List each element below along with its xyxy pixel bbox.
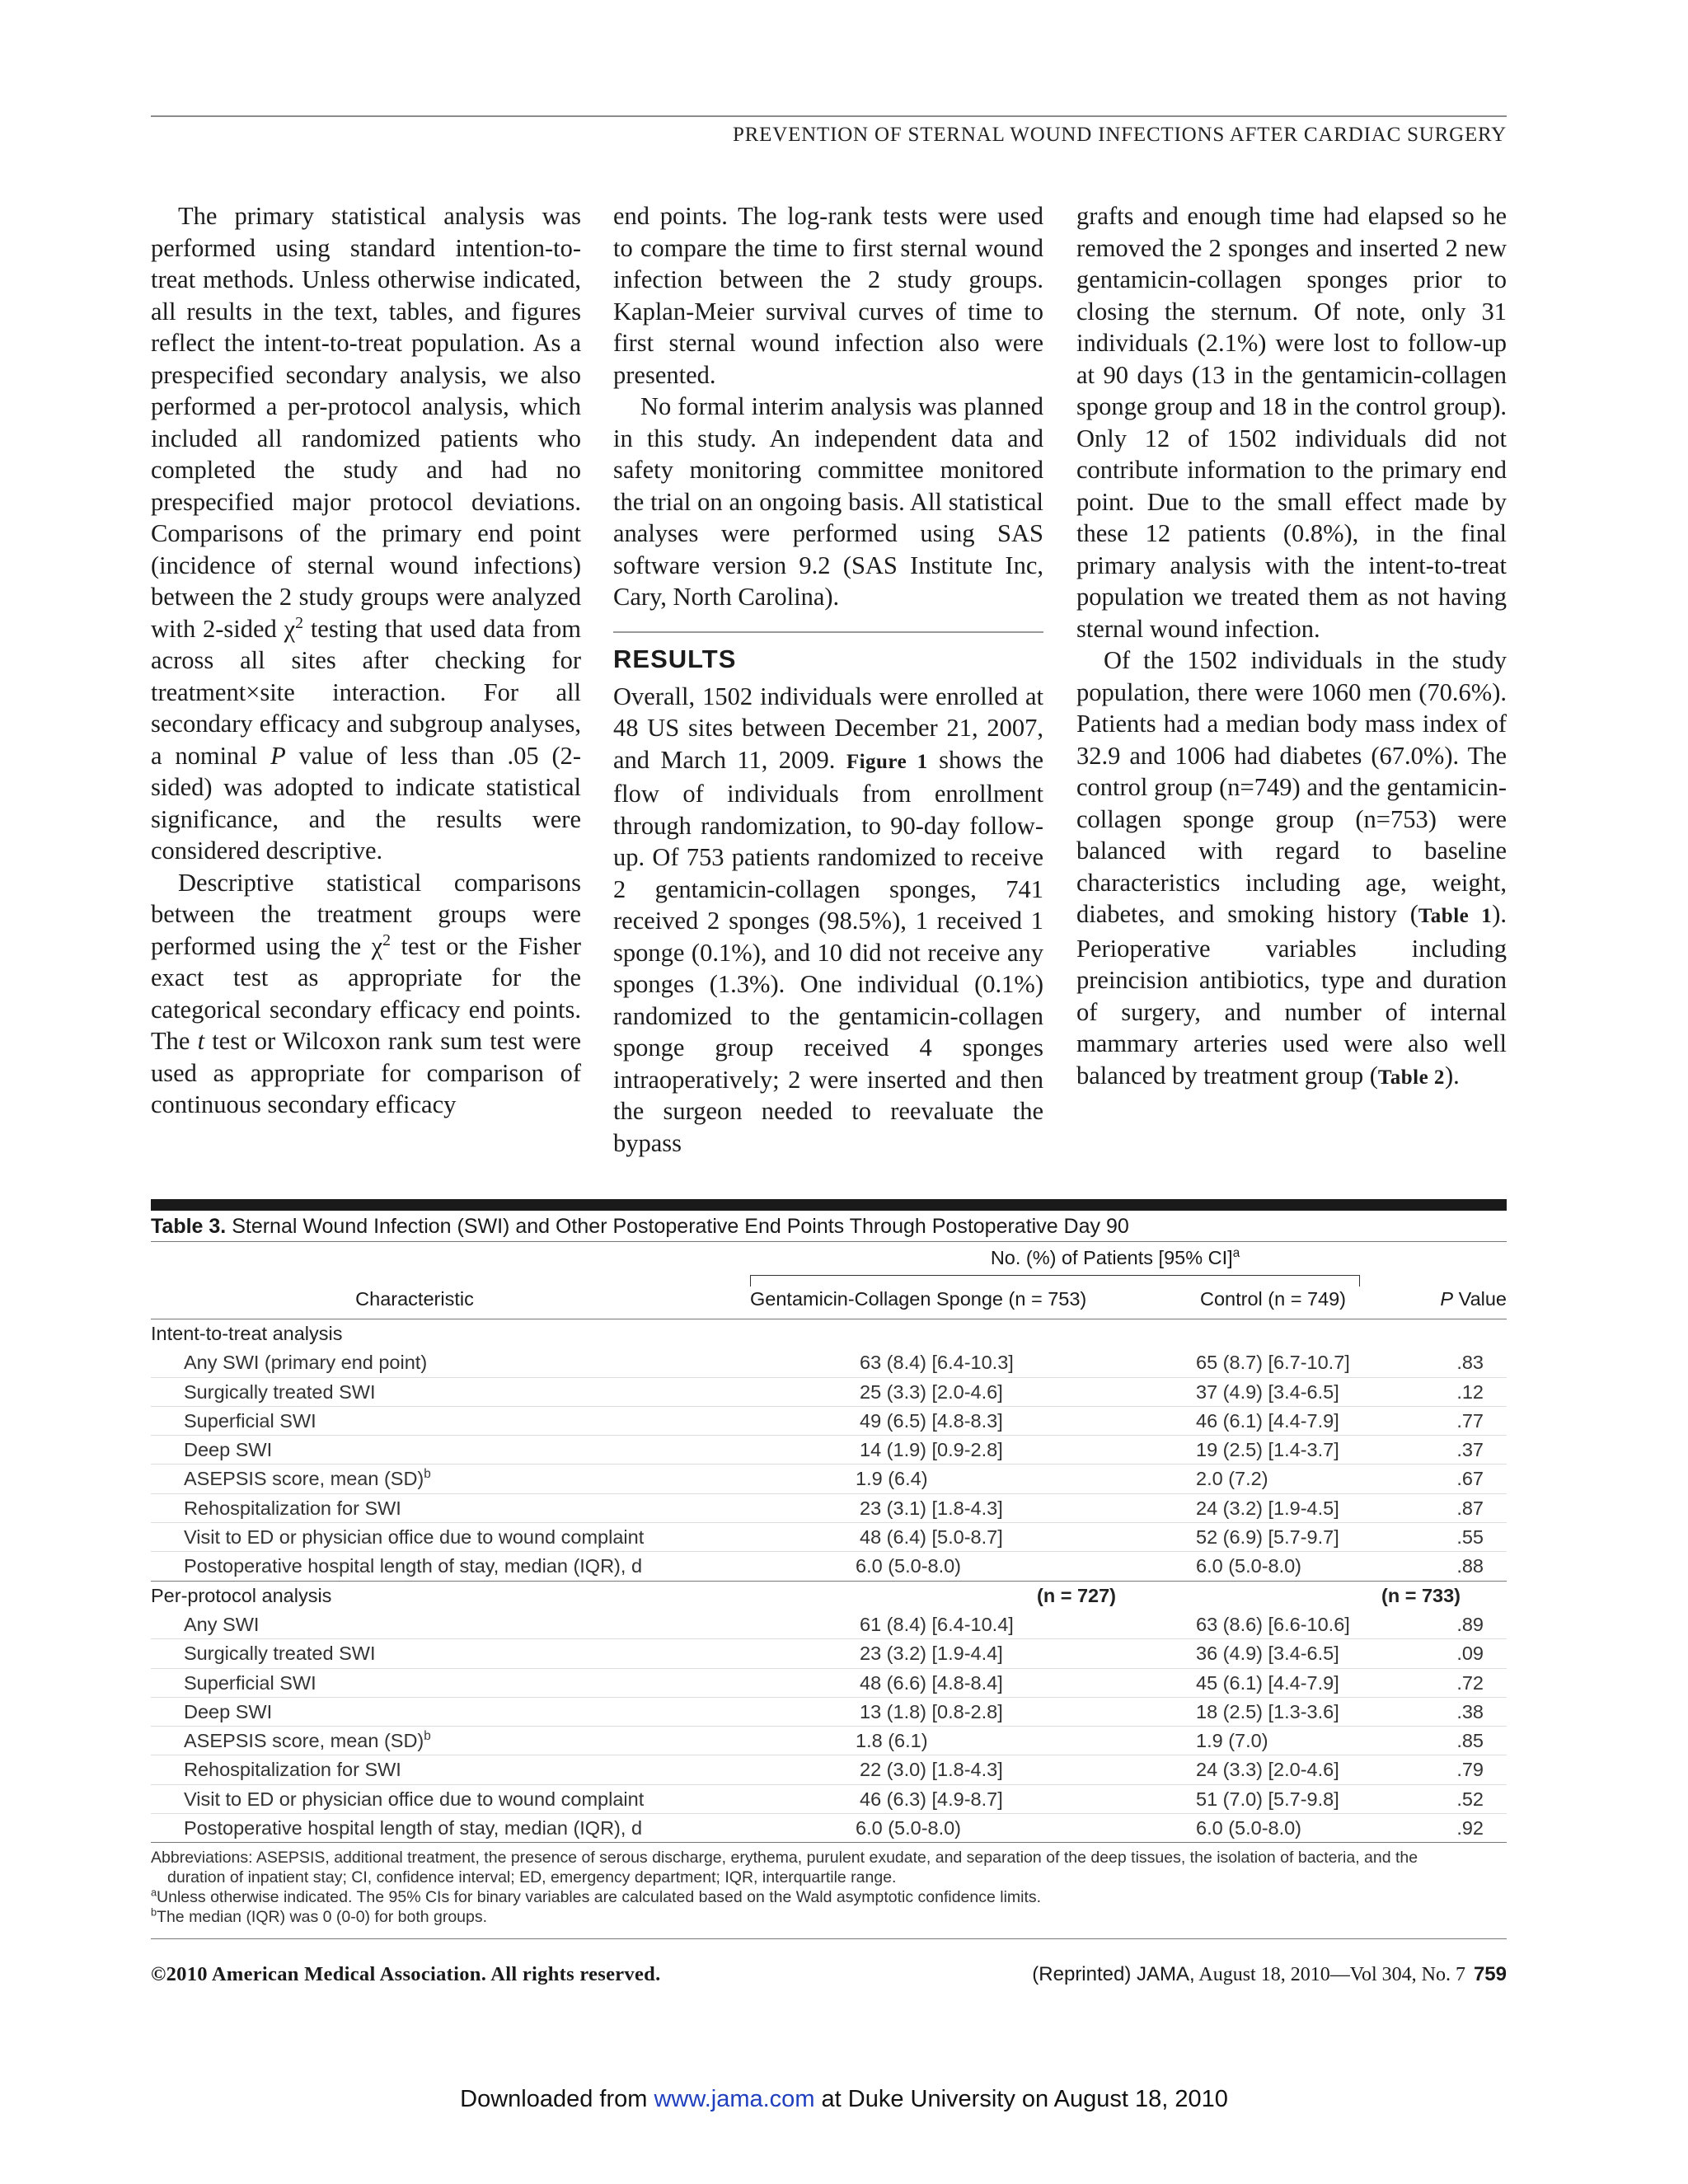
cell-gentamicin: 49 (6.5) [4.8-8.3]: [860, 1409, 1003, 1432]
cell-p-value: .09: [1456, 1643, 1484, 1665]
paragraph: grafts and enough time had elapsed so he removed the 2 sponges and inserted 2 new gentamicin-collagen sponges prior to closing the sternum. Of note, only 31 individuals (2.1%) were lost to follow-up at 90 days (13 in the gentamicin-collagen sponge group and 18 in the control group). Only 12 of 1502 individuals did not contribute information to the primary end point. Due to the small effect made by these 12 patients (0.8%), in the final primary analysis with the intent-to-treat population we treated them as not having sternal wound infection.: [1076, 202, 1507, 643]
download-notice: Downloaded from www.jama.com at Duke University on August 18, 2010: [460, 2086, 1228, 2112]
table-row: [151, 1755, 1507, 1784]
text-column-3: [1076, 200, 1507, 1094]
paragraph: Of the 1502 individuals in the study population, there were 1060 men (70.6%). Patients had a median body mass index of 32.9 and 1006 had diabetes (67.0%). The control group (n=749) and the gentamicin-collagen sponge group (n=753) were balanced with regard to baseline characteristics including age, weight, diabetes, and smoking history (Table 1). Perioperative variables including preincision antibiotics, type and duration of surgery, and number of internal mammary arteries used were also well balanced by treatment group (Table 2).: [1076, 646, 1507, 1090]
cell-p-value: .79: [1456, 1759, 1484, 1781]
section-row-pp: Per-protocol analysis (n = 727) (n = 733): [151, 1584, 1461, 1606]
cell-p-value: .77: [1456, 1409, 1484, 1432]
cell-gentamicin: 1.8 (6.1): [856, 1730, 928, 1752]
cell-p-value: .12: [1456, 1380, 1484, 1403]
table-row: [151, 1610, 1507, 1639]
column-header-control: Control (n = 749): [1200, 1288, 1346, 1310]
cell-control: 45 (6.1) [4.4-7.9]: [1196, 1671, 1339, 1694]
row-label: Rehospitalization for SWI: [184, 1497, 401, 1519]
cell-control: 52 (6.9) [5.7-9.7]: [1196, 1526, 1339, 1549]
cell-control: 6.0 (5.0-8.0): [1196, 1555, 1302, 1577]
table-top-bar: [151, 1199, 1507, 1211]
jama-link[interactable]: www.jama.com: [654, 2086, 815, 2112]
text-column-2: [613, 200, 1043, 1159]
cell-control: 63 (8.6) [6.6-10.6]: [1196, 1613, 1350, 1635]
table-row: [151, 1348, 1507, 1377]
row-label: Superficial SWI: [184, 1671, 316, 1694]
cell-control: 18 (2.5) [1.3-3.6]: [1196, 1700, 1339, 1722]
cell-control: 51 (7.0) [5.7-9.8]: [1196, 1788, 1339, 1810]
span-bracket: [750, 1275, 1360, 1286]
cell-control: 2.0 (7.2): [1196, 1468, 1268, 1490]
paragraph: end points. The log-rank tests were used to compare the time to first sternal wound infection between the 2 study groups. Kaplan-Meier survival curves of time to first sternal wound infection also were presented.: [613, 202, 1043, 389]
cell-p-value: .72: [1456, 1671, 1484, 1694]
section-heading-results: RESULTS: [613, 644, 737, 673]
table-row: [151, 1785, 1507, 1814]
span-header: No. (%) of Patients [95% CI]$^a$: [990, 1246, 1240, 1268]
paragraph: Descriptive statistical comparisons between the treatment groups were performed using the $\chi^2$ test or the Fisher exact test as appropriate for the categorical secondary efficacy end points. The t test or Wilcoxon rank sum test were used as appropriate for comparison of continuous secondary efficacy: [151, 868, 581, 1118]
table-3: [151, 1199, 1507, 1939]
row-label: Deep SWI: [184, 1700, 273, 1722]
table-row: [151, 1698, 1507, 1727]
running-head: PREVENTION OF STERNAL WOUND INFECTIONS AFTER CARDIAC SURGERY: [732, 124, 1507, 146]
citation: (Reprinted) JAMA, August 18, 2010—Vol 304, No. 7 759: [1032, 1963, 1507, 1985]
page-number: 759: [1473, 1963, 1507, 1985]
row-label: Any SWI: [184, 1613, 260, 1635]
row-label: Visit to ED or physician office due to wound complaint: [184, 1526, 645, 1549]
cell-p-value: .38: [1456, 1700, 1484, 1722]
cell-gentamicin: 14 (1.9) [0.9-2.8]: [860, 1439, 1003, 1461]
column-header-gentamicin: Gentamicin-Collagen Sponge (n = 753): [750, 1288, 1087, 1310]
cell-control: 65 (8.7) [6.7-10.7]: [1196, 1352, 1350, 1374]
cell-gentamicin: 13 (1.8) [0.8-2.8]: [860, 1700, 1003, 1722]
top-rule: [151, 115, 1507, 117]
cell-gentamicin: 23 (3.2) [1.9-4.4]: [860, 1643, 1003, 1665]
cell-gentamicin: 23 (3.1) [1.8-4.3]: [860, 1497, 1003, 1519]
paragraph: Overall, 1502 individuals were enrolled at 48 US sites between December 21, 2007, and March 11, 2009. Figure 1 shows the flow of individuals from enrollment through randomization, to 90-day follow-up. Of 753 patients randomized to receive 2 gentamicin-collagen sponges, 741 received 2 sponges (98.5%), 1 received 1 sponge (0.1%), and 10 did not receive any sponges (1.3%). One individual (0.1%) randomized to the gentamicin-collagen sponge group received 4 sponges intraoperatively; 2 were inserted and then the surgeon needed to reevaluate the bypass: [613, 682, 1043, 1157]
cell-gentamicin: 25 (3.3) [2.0-4.6]: [860, 1380, 1003, 1403]
table-footnotes: Abbreviations: ASEPSIS, additional treatment, the presence of serous discharge, erythema, purulent exudate, and separation of the deep tissues, the isolation of bacteria, and the duration of inpatient stay; CI, confidence interval; ED, emergency department; IQR, interquartile range. $^a$Unless otherwise indicated. The 95% CIs for binary variables are calculated based on the Wald asymptotic confidence limits. $^b$The median (IQR) was 0 (0-0) for both groups.: [151, 1843, 1507, 1939]
figure-reference[interactable]: Figure 1: [846, 750, 928, 773]
section-divider: [613, 631, 1043, 633]
row-label: Rehospitalization for SWI: [184, 1759, 401, 1781]
table-row: [151, 1465, 1507, 1493]
row-label: Postoperative hospital length of stay, median (IQR), d: [184, 1555, 643, 1577]
table-row: [151, 1814, 1507, 1843]
table-row: [151, 1552, 1507, 1581]
cell-p-value: .87: [1456, 1497, 1484, 1519]
table-row: [151, 1669, 1507, 1698]
row-label: Any SWI (primary end point): [184, 1352, 428, 1374]
table-row: [151, 1639, 1507, 1668]
column-header-p-value: P Value: [1440, 1288, 1507, 1310]
cell-control: 19 (2.5) [1.4-3.7]: [1196, 1439, 1339, 1461]
paragraph: No formal interim analysis was planned in this study. An independent data and safety monitoring committee monitored the trial on an ongoing basis. All statistical analyses were performed using SAS software version 9.2 (SAS Institute Inc, Cary, North Carolina).: [613, 392, 1043, 611]
cell-gentamicin: 46 (6.3) [4.9-8.7]: [860, 1788, 1003, 1810]
cell-p-value: .83: [1456, 1352, 1484, 1374]
cell-control: 6.0 (5.0-8.0): [1196, 1817, 1302, 1840]
cell-gentamicin: 48 (6.6) [4.8-8.4]: [860, 1671, 1003, 1694]
copyright: ©2010 American Medical Association. All rights reserved.: [151, 1963, 661, 1985]
row-label: Surgically treated SWI: [184, 1643, 376, 1665]
table-row: [151, 1436, 1507, 1465]
column-header-characteristic: Characteristic: [355, 1288, 474, 1310]
cell-gentamicin: 61 (8.4) [6.4-10.4]: [860, 1613, 1014, 1635]
row-label: ASEPSIS score, mean (SD)$^b$: [184, 1467, 431, 1490]
cell-control: 24 (3.3) [2.0-4.6]: [1196, 1759, 1339, 1781]
cell-p-value: .89: [1456, 1613, 1484, 1635]
row-label: Superficial SWI: [184, 1409, 316, 1432]
cell-gentamicin: 1.9 (6.4): [856, 1468, 928, 1490]
table-reference[interactable]: Table 1: [1418, 905, 1493, 927]
text-column-1: [151, 200, 581, 1121]
cell-p-value: .88: [1456, 1555, 1484, 1577]
cell-control: 1.9 (7.0): [1196, 1730, 1268, 1752]
cell-p-value: .67: [1456, 1468, 1484, 1490]
table-row: [151, 1407, 1507, 1436]
table-header: [151, 1242, 1507, 1319]
table-row: [151, 1727, 1507, 1755]
cell-p-value: .92: [1456, 1817, 1484, 1840]
cell-control: 24 (3.2) [1.9-4.5]: [1196, 1497, 1339, 1519]
cell-p-value: .52: [1456, 1788, 1484, 1810]
table-row: [151, 1523, 1507, 1552]
cell-control: 37 (4.9) [3.4-6.5]: [1196, 1380, 1339, 1403]
cell-gentamicin: 6.0 (5.0-8.0): [856, 1817, 962, 1840]
cell-p-value: .85: [1456, 1730, 1484, 1752]
row-label: Deep SWI: [184, 1439, 273, 1461]
table-reference[interactable]: Table 2: [1377, 1066, 1445, 1089]
table-row: [151, 1494, 1507, 1523]
cell-gentamicin: 48 (6.4) [5.0-8.7]: [860, 1526, 1003, 1549]
cell-gentamicin: 63 (8.4) [6.4-10.3]: [860, 1352, 1014, 1374]
row-label: Visit to ED or physician office due to wound complaint: [184, 1788, 645, 1810]
row-label: ASEPSIS score, mean (SD)$^b$: [184, 1729, 431, 1752]
cell-control: 46 (6.1) [4.4-7.9]: [1196, 1409, 1339, 1432]
cell-gentamicin: 6.0 (5.0-8.0): [856, 1555, 962, 1577]
section-row-itt: Intent-to-treat analysis: [151, 1323, 343, 1344]
paragraph: The primary statistical analysis was performed using standard intention-to-treat methods. Unless otherwise indicated, all results in the text, tables, and figures reflect the intent-to-treat population. As a prespecified secondary analysis, we also performed a per-protocol analysis, which included all randomized patients who completed the study and had no prespecified major protocol deviations. Comparisons of the primary end point (incidence of sternal wound infections) between the 2 study groups were analyzed with 2-sided $\chi^2$ testing that used data from across all sites after checking for treatment×site interaction. For all secondary efficacy and subgroup analyses, a nominal P value of less than .05 (2-sided) was adopted to indicate statistical significance, and the results were considered descriptive.: [151, 202, 582, 865]
cell-p-value: .37: [1456, 1439, 1484, 1461]
cell-gentamicin: 22 (3.0) [1.8-4.3]: [860, 1759, 1003, 1781]
page-footer: [151, 1963, 1507, 1996]
table-caption: Table 3. Sternal Wound Infection (SWI) and Other Postoperative End Points Through Postoperative Day 90: [151, 1211, 1507, 1242]
row-label: Surgically treated SWI: [184, 1380, 376, 1403]
cell-p-value: .55: [1456, 1526, 1484, 1549]
row-label: Postoperative hospital length of stay, median (IQR), d: [184, 1817, 643, 1840]
cell-control: 36 (4.9) [3.4-6.5]: [1196, 1643, 1339, 1665]
table-row: [151, 1378, 1507, 1407]
